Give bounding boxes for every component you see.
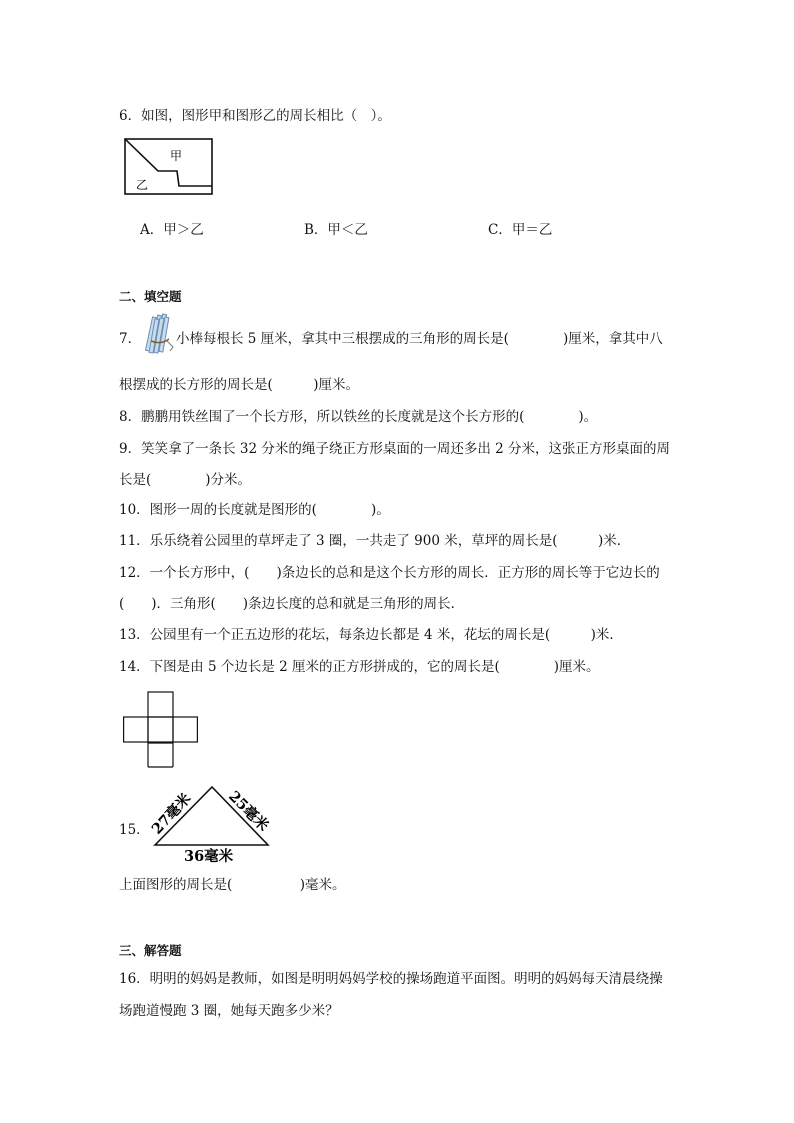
section-answer-heading: 三、解答题: [119, 943, 182, 958]
q6-option-c[interactable]: C．甲＝乙: [488, 222, 553, 238]
q9-line2: 长是( )分米。: [119, 472, 252, 488]
q15-side-right-label: 25毫米: [225, 787, 272, 835]
q6-option-a[interactable]: A．甲＞乙: [140, 222, 204, 238]
q7-line1: 小棒每根长 5 厘米，拿其中三根摆成的三角形的周长是( )厘米，拿其中八: [176, 331, 663, 347]
q15-number: 15．: [119, 822, 150, 838]
q7-number: 7．: [119, 331, 142, 347]
q16-line2: 场跑道慢跑 3 圈，她每天跑多少米？: [119, 1003, 339, 1019]
q6-option-b[interactable]: B．甲＜乙: [304, 222, 368, 238]
q6-figure: [124, 138, 214, 196]
q12-line2: ( )．三角形( )条边长度的总和就是三角形的周长．: [119, 596, 465, 612]
section-fill-heading: 二、填空题: [119, 289, 182, 304]
q12-line1: 12．一个长方形中，( )条边长的总和是这个长方形的周长．正方形的周长等于它边长的: [119, 565, 660, 581]
q10-text: 10．图形一周的长度就是图形的( )。: [119, 502, 390, 518]
q16-line1: 16．明明的妈妈是教师，如图是明明妈妈学校的操场跑道平面图。明明的妈妈每天清晨绕操: [119, 971, 663, 987]
q9-line1: 9．笑笑拿了一条长 32 分米的绳子绕正方形桌面的一周还多出 2 分米，这张正方形桌面的周: [119, 441, 671, 457]
q6-text: 6．如图，图形甲和图形乙的周长相比（ ）。: [119, 108, 391, 124]
q15-question: 上面图形的周长是( )毫米。: [119, 877, 346, 893]
q15-base-label: 36毫米: [184, 848, 234, 865]
q11-text: 11．乐乐绕着公园里的草坪走了 3 圈，一共走了 900 米，草坪的周长是( )米．: [119, 533, 631, 549]
q8-text: 8．鹏鹏用铁丝围了一个长方形，所以铁丝的长度就是这个长方形的( )。: [119, 409, 598, 425]
sticks-bundle-icon: [143, 311, 179, 359]
q14-text: 14．下图是由 5 个边长是 2 厘米的正方形拼成的，它的周长是( )厘米。: [119, 659, 600, 675]
q14-cross-bottom: [123, 691, 199, 771]
q7-line2: 根摆成的长方形的周长是( )厘米。: [119, 377, 360, 393]
q6-label-jia: 甲: [170, 149, 183, 163]
q15-side-left-label: 27毫米: [148, 790, 195, 838]
q6-label-yi: 乙: [136, 178, 149, 192]
q13-text: 13．公园里有一个正五边形的花坛，每条边长都是 4 米，花坛的周长是( )米．: [119, 627, 623, 643]
q15-triangle-figure: [150, 783, 275, 865]
